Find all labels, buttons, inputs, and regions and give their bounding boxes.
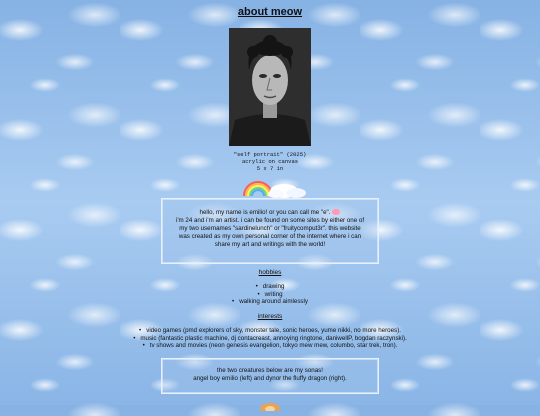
list-item: • tv shows and movies (neon genesis evangelion, tokyo mew mew, columbo, star trek, tron). — [0, 342, 540, 350]
sonas-line-2: angel boy emilio (left) and dynor the fluffy dragon (right). — [193, 375, 347, 382]
intro-line-1 — [168, 209, 372, 217]
intro-box — [161, 198, 379, 264]
intro-line-5: share my art and writings with the world! — [214, 241, 326, 248]
rainbow-cloud-decoration — [238, 174, 310, 198]
sonas-line-1: the two creatures below are my sonas! — [217, 367, 323, 374]
page-title: about meow — [237, 6, 303, 18]
intro-line-2: i'm 24 and i'm an artist. i can be found on some sites by either one of — [175, 217, 365, 224]
list-item: • walking around aimlessly — [0, 298, 540, 306]
intro-greeting: hello, my name is emilio! or you can call me "e". — [199, 209, 331, 216]
interests-list — [0, 327, 540, 350]
list-item: • video games (pmd explorers of sky, monster tale, sonic heroes, yume nikki, no more heroes). — [0, 327, 540, 335]
list-item: • drawing — [0, 283, 540, 291]
hobbies-heading: hobbies — [258, 269, 282, 276]
interests-heading: interests — [257, 313, 283, 320]
portrait-caption — [0, 151, 540, 172]
sonas-box — [161, 358, 379, 394]
hobbies-list — [0, 283, 540, 306]
caption-title: "self portrait" (2025) — [233, 151, 307, 158]
pink-heart-icon — [332, 209, 340, 215]
sona-art-top — [257, 398, 283, 408]
self-portrait-painting — [229, 28, 311, 146]
intro-line-3: my two usernames "sardinelunch" or "fruitycomput3r". this website — [179, 225, 361, 232]
list-item: • music (fantastic plastic machine, dj contacreast, annoying ringtone, daniwellP, bogdan raczynski). — [0, 335, 540, 343]
caption-size: 5 x 7 in — [256, 165, 284, 172]
intro-line-4: was created as my own personal corner of the internet where i can — [178, 233, 362, 240]
caption-medium: acrylic on canvas — [241, 158, 299, 165]
list-item: • writing — [0, 291, 540, 299]
